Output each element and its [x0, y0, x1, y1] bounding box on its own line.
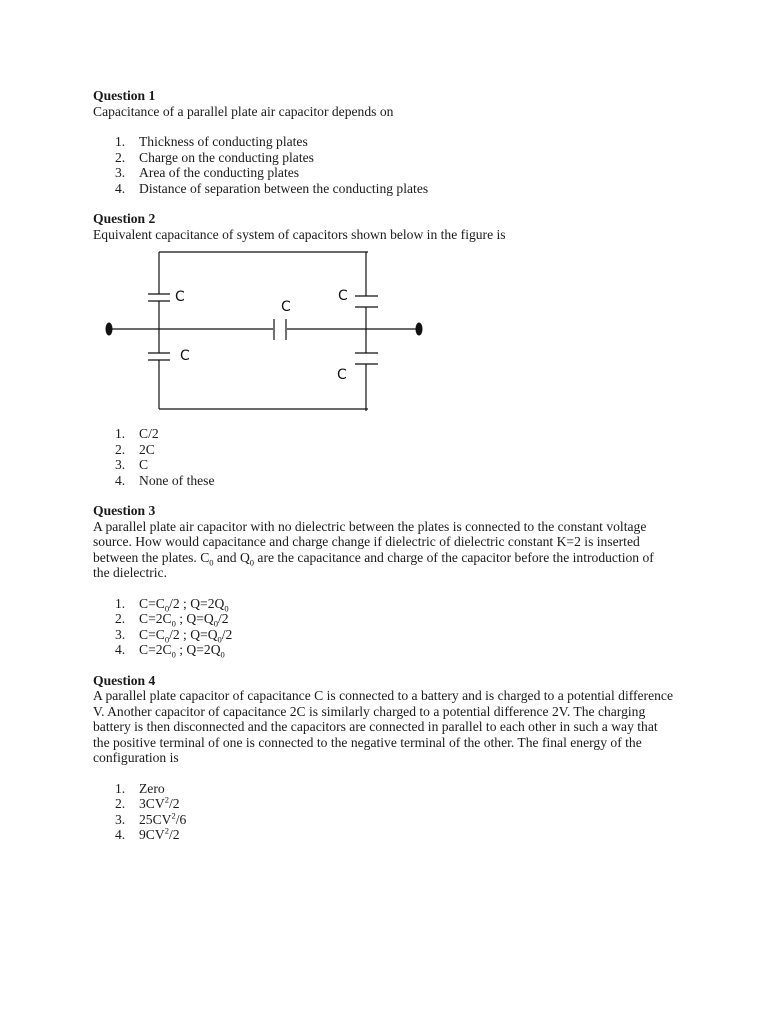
option-text: Zero	[139, 780, 165, 796]
option-text: /2 ; Q=Q	[169, 626, 218, 642]
option-text: Distance of separation between the conducting plates	[139, 180, 429, 196]
question-4-options	[93, 781, 673, 843]
option-item	[93, 796, 673, 812]
option-text: /6	[175, 811, 187, 827]
question-3-text	[93, 519, 673, 581]
option-text: 9CV	[139, 827, 165, 842]
option-text: 3CV	[139, 796, 165, 811]
question-3	[93, 503, 673, 658]
option-number: 1.	[115, 134, 126, 149]
subscript: 0	[164, 634, 170, 645]
option-item	[93, 809, 673, 828]
question-3-title: Question 3	[93, 503, 156, 518]
question-4-title: Question 4	[93, 672, 156, 688]
option-item	[93, 165, 673, 181]
option-text: C	[139, 457, 149, 472]
option-text: 25CV	[139, 811, 172, 827]
subscript: 0	[164, 603, 170, 614]
subscript: 0	[220, 649, 225, 660]
subscript: 0	[209, 557, 214, 568]
option-item	[93, 611, 673, 627]
option-item	[93, 134, 673, 150]
option-text: /2 ; Q=2Q	[169, 595, 225, 611]
question-1-title: Question 1	[93, 88, 156, 103]
text-segment: are the capacitance and charge of the capacitor before the introduction of the dielectric.	[93, 549, 654, 580]
superscript: 2	[171, 809, 176, 820]
option-item	[93, 827, 673, 843]
option-text: /2	[217, 611, 229, 626]
option-number: 3.	[115, 811, 126, 827]
question-1	[93, 88, 673, 196]
option-item	[93, 473, 673, 489]
option-number: 3.	[115, 457, 126, 472]
option-text: 2C	[139, 441, 155, 457]
option-number: 4.	[115, 180, 126, 196]
option-text: /2	[221, 626, 233, 642]
question-4-text: A parallel plate capacitor of capacitance C is connected to a battery and is charged to a potential difference V. Another capacitor of capacitance 2C is similarly charged to a potential difference 2V. The charging battery is then disconnected and the capacitors are connected in parallel to each other in such a way that the positive terminal of one is connected to the negative terminal of the other. The final energy of the configuration is	[93, 688, 673, 765]
option-number: 2.	[115, 149, 126, 165]
option-number: 4.	[115, 827, 126, 842]
superscript: 2	[164, 825, 169, 836]
option-number: 1.	[115, 426, 126, 441]
subscript: 0	[171, 618, 176, 629]
option-item	[93, 781, 673, 797]
capacitor-circuit-diagram	[93, 246, 433, 414]
question-4	[93, 673, 673, 843]
option-text: None of these	[139, 472, 215, 488]
option-text: /2	[168, 827, 180, 842]
superscript: 2	[164, 794, 169, 805]
document-page	[93, 88, 673, 858]
text-segment: and Q	[213, 549, 250, 565]
option-number: 2.	[115, 796, 126, 811]
question-2-options	[93, 426, 673, 488]
option-item	[93, 150, 673, 166]
option-item	[93, 596, 673, 612]
option-number: 2.	[115, 611, 126, 626]
question-1-text: Capacitance of a parallel plate air capacitor depends on	[93, 103, 394, 119]
option-text: Area of the conducting plates	[139, 165, 300, 180]
question-2-title: Question 2	[93, 211, 156, 226]
option-item	[93, 181, 673, 197]
option-number: 1.	[115, 595, 126, 611]
option-text: C=2C	[139, 642, 172, 657]
option-text: C/2	[139, 426, 159, 441]
option-text: ; Q=2Q	[175, 642, 221, 657]
option-number: 2.	[115, 441, 126, 457]
option-number: 1.	[115, 780, 126, 796]
option-text: ; Q=Q	[175, 611, 214, 626]
capacitor-label: C	[337, 367, 347, 383]
question-2	[93, 211, 673, 488]
option-text: C=C	[139, 595, 165, 611]
option-text: Thickness of conducting plates	[139, 134, 308, 149]
option-text: Charge on the conducting plates	[139, 149, 314, 165]
option-item	[93, 426, 673, 442]
question-2-text: Equivalent capacitance of system of capacitors shown below in the figure is	[93, 226, 506, 242]
capacitor-label: C	[175, 289, 185, 305]
subscript: 0	[249, 557, 255, 568]
option-item	[93, 627, 673, 643]
subscript: 0	[224, 603, 229, 614]
option-item	[93, 642, 673, 658]
option-text: C=C	[139, 626, 165, 642]
subscript: 0	[171, 649, 176, 660]
option-number: 4.	[115, 472, 126, 488]
option-number: 4.	[115, 642, 126, 657]
question-1-options	[93, 134, 673, 196]
capacitor-label: C	[281, 299, 291, 315]
option-number: 3.	[115, 626, 126, 642]
option-text: C=2C	[139, 611, 172, 626]
text-segment: A parallel plate air capacitor with no dielectric between the plates is connected to the constant voltage source. How would capacitance and charge change if dielectric of dielectric constant K=2 is inserted between the plates. C	[93, 518, 647, 565]
capacitor-label: C	[338, 288, 348, 304]
capacitor-label: C	[180, 348, 190, 364]
option-item	[93, 442, 673, 458]
subscript: 0	[213, 618, 218, 629]
question-3-options	[93, 596, 673, 658]
option-text: /2	[168, 796, 180, 811]
option-number: 3.	[115, 165, 126, 180]
option-item	[93, 457, 673, 473]
subscript: 0	[217, 634, 222, 645]
